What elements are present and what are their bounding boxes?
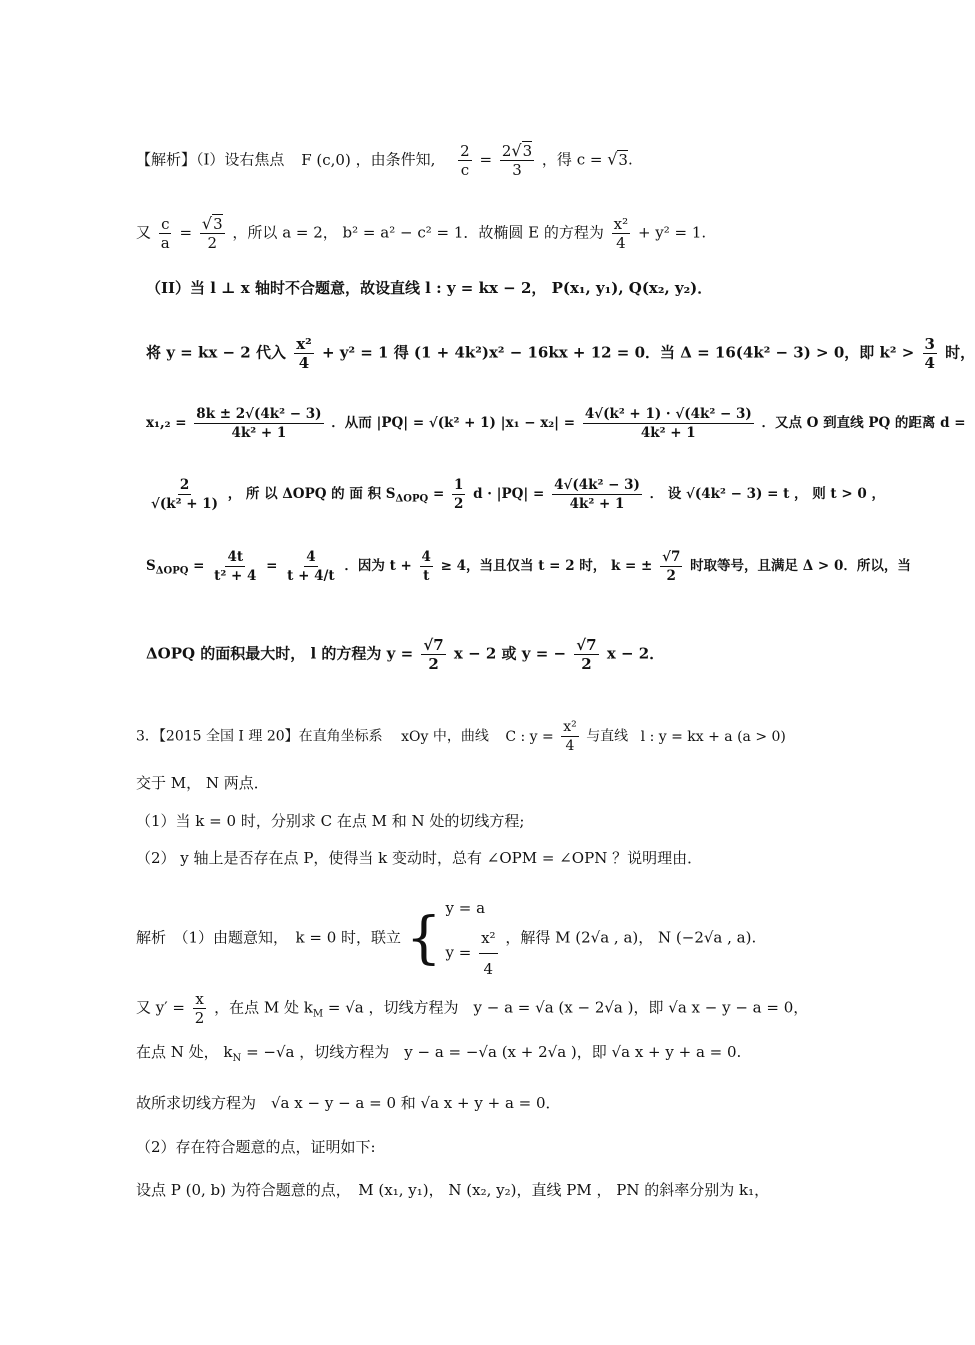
- problem3-line-7: 在点 N 处， $k_N = -√a$ ，切线方程为 y − a = −√a (x + 2√a )，即 √a x + y + a = 0.: [136, 1043, 742, 1064]
- analysis-label: 【解析】（I）设右焦点: [136, 150, 285, 169]
- fraction: $\frac{√3}{2}$: [201, 214, 223, 252]
- fraction: $\frac{2√3}{3}$: [501, 141, 533, 179]
- problem3-line-5: 解析 （1）由题意知， k = 0 时，联立 { y = a y = $\frac{\text{x²}}{4}$ ，解得 M (2√a , a)， N (−2√a , a).: [136, 893, 756, 984]
- fraction: $\frac{c}{a}$: [160, 215, 170, 252]
- fraction: $\frac{1}{2}$: [453, 477, 464, 512]
- fraction: $\frac{√7}{2}$: [576, 636, 597, 673]
- problem3-line-2: 交于 M， N 两点．: [136, 774, 269, 792]
- fraction: $\frac{2}{c}$: [460, 142, 470, 179]
- fraction: $\frac{\text{8k ± 2√(4k² − 3)}}{\text{4k² + 1}}$: [196, 406, 322, 441]
- fraction: $\frac{3}{4}$: [924, 335, 935, 372]
- problem-heading: 3．【2015 全国 Ⅰ 理 20】在直角坐标系: [136, 728, 383, 745]
- solution-line-5: x₁,₂ = $\frac{\text{8k ± 2√(4k² − 3)}}{\text{4k² + 1}}$ ．从而 |PQ| = √(k² + 1) |x₁ − x₂| = $\frac{\text{4√(k² + 1) · √(4k² − 3)}}{\text{4k² + 1}}$ ．又点 O 到直线 PQ 的距离 d =: [146, 406, 966, 441]
- fraction: $\frac{4}{t + 4/t}$: [287, 549, 335, 584]
- solution-line-7: $S_{\Delta OPQ}$ = $\frac{4t}{\text{t² + 4}}$ = $\frac{4}{t + 4/t}$ ．因为 t + $\frac{4}{t}$ ≥ 4，当且仅当 t = 2 时， k = ± $\frac{√7}{2}$ 时取等号，且满足 Δ > 0．所以，当: [146, 549, 911, 584]
- solution-line-2: 又 $\frac{c}{a}$ = $\frac{√3}{2}$ ，所以 a = 2， b² = a² − c² = 1．故椭圆 E 的方程为 $\frac{\text{x²}}{4}$ + y² = 1.: [136, 214, 707, 252]
- problem3-line-1: 3．【2015 全国 Ⅰ 理 20】在直角坐标系 xOy 中，曲线 C : y = $\frac{\text{x²}}{4}$ 与直线 l : y = kx + a (a > 0): [136, 719, 786, 754]
- solution-line-4: 将 y = kx − 2 代入 $\frac{\text{x²}}{4}$ + y² = 1 得 (1 + 4k²)x² − 16kx + 12 = 0．当 Δ = 16(4k² − 3) > 0，即 k² > $\frac{3}{4}$ 时，: [146, 335, 975, 372]
- fraction: $\frac{x}{2}$: [194, 990, 205, 1027]
- solution-line-3: （II）当 l ⊥ x 轴时不合题意，故设直线 l : y = kx − 2， P(x₁, y₁), Q(x₂, y₂)．: [146, 279, 713, 297]
- problem3-line-6: 又 y′ = $\frac{x}{2}$ ，在点 M 处 $k_M = √a$ ，切线方程为 y − a = √a (x − 2√a )，即 √a x − y − a = 0，: [136, 990, 809, 1027]
- problem3-line-3: （1）当 k = 0 时，分别求 C 在点 M 和 N 处的切线方程;: [136, 812, 525, 830]
- fraction: $\frac{4t}{\text{t² + 4}}$: [214, 549, 257, 584]
- fraction: $\frac{2}{\text{√(k² + 1)}}$: [151, 477, 219, 512]
- solution-line-6: $\frac{2}{\text{√(k² + 1)}}$ ， 所 以 ΔOPQ 的 面 积 $S_{\Delta OPQ}$ = $\frac{1}{2}$ d · |PQ| = $\frac{\text{4√(4k² − 3)}}{\text{4k² + 1}}$ ． 设 √(4k² − 3) = t ， 则 t > 0 ，: [151, 477, 885, 512]
- problem3-line-9: （2）存在符合题意的点，证明如下:: [136, 1138, 376, 1156]
- fraction: $\frac{√7}{2}$: [662, 549, 681, 584]
- fraction: $\frac{\text{x²}}{4}$: [296, 335, 312, 372]
- fraction: $\frac{\text{4√(4k² − 3)}}{\text{4k² + 1}}$: [554, 477, 640, 512]
- solution-line-1: 【解析】（I）设右焦点 F (c,0) ，由条件知, $\frac{2}{c}$ = $\frac{2√3}{3}$ ，得 c = √3.: [136, 141, 633, 179]
- fraction: $\frac{√7}{2}$: [423, 636, 444, 673]
- problem3-line-4: （2） y 轴上是否存在点 P，使得当 k 变动时，总有 ∠OPM = ∠OPN ？说明理由．: [136, 849, 703, 867]
- fraction: $\frac{4}{t}$: [421, 549, 431, 584]
- solution-line-8: ΔOPQ 的面积最大时， l 的方程为 y = $\frac{√7}{2}$ x − 2 或 y = − $\frac{√7}{2}$ x − 2．: [146, 636, 665, 673]
- fraction: $\frac{\text{x²}}{4}$: [563, 719, 577, 754]
- fraction: $\frac{\text{x²}}{4}$: [613, 215, 629, 252]
- equation-system: { y = a y = $\frac{\text{x²}}{4}$: [406, 893, 501, 984]
- fraction: $\frac{\text{4√(k² + 1) · √(4k² − 3)}}{\text{4k² + 1}}$: [584, 406, 752, 441]
- problem3-line-10: 设点 P (0, b) 为符合题意的点， M (x₁, y₁)， N (x₂, y₂)，直线 PM ， PN 的斜率分别为 k₁，: [136, 1181, 770, 1199]
- problem3-line-8: 故所求切线方程为 √a x − y − a = 0 和 √a x + y + a = 0．: [136, 1094, 561, 1112]
- fraction: $\frac{\text{x²}}{4}$: [479, 923, 497, 984]
